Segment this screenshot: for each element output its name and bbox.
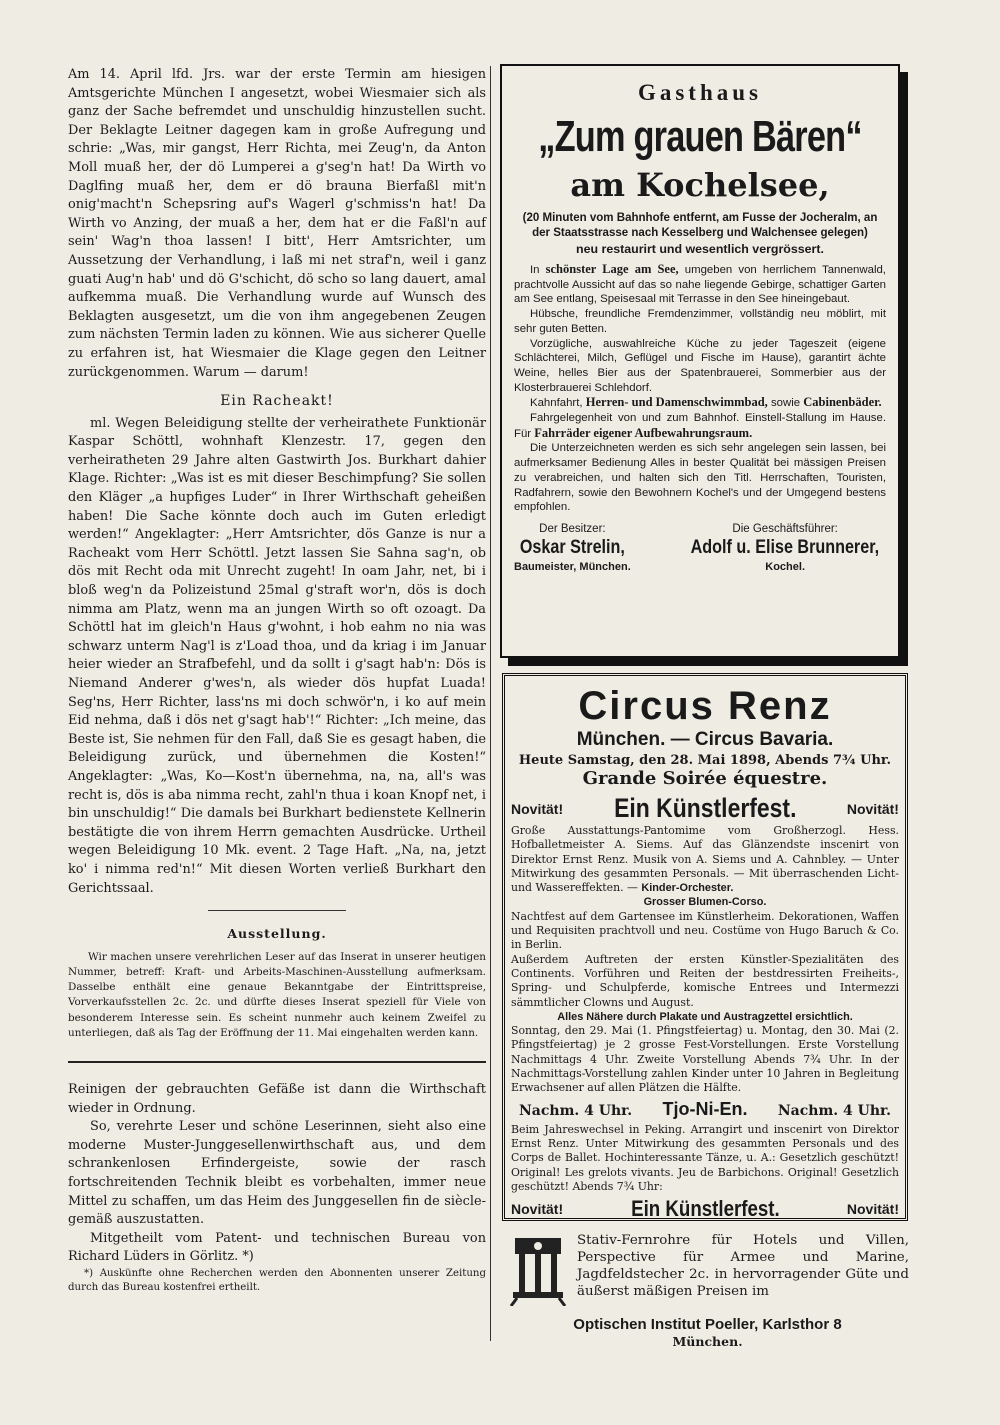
article-paragraph: Mitgetheilt vom Patent- und technischen Bureau von Richard Lüders in Görlitz. *) [68, 1230, 486, 1265]
ad-header: Gasthaus [637, 80, 763, 105]
article-paragraph: Reinigen der gebrauchten Gefäße ist dann die Wirthschaft wieder in Ordnung. [68, 1081, 486, 1116]
ad-location: am Kochelsee, [570, 166, 830, 204]
column-divider [490, 66, 491, 1341]
ad-circus-feature: Novität! Ein Künstlerfest. Novität! [511, 793, 899, 823]
ad-circus-title: Circus Renz [578, 684, 832, 728]
ad-paragraph: Fahrgelegenheit von und zum Bahnhof. Einstell-Stallung im Hause. Für Fahrräder eigener Aufbewahrungsraum. [514, 412, 886, 440]
ad-circus-soiree: Grande Soirée équestre. [582, 768, 828, 789]
notice-title: Ausstellung. [227, 926, 327, 942]
ad-circus-city: München. — Circus Bavaria. [576, 729, 834, 750]
ad-paragraph: Außerdem Auftreten der ersten Künstler-Spezialitäten des Continents. Vorführen und Reiten der bestdressirten Freiheits-, Spring- und Schulpferde, komische Entrees und Intermezzi sämmtlicher Clowns und August. [511, 952, 899, 1009]
divider [208, 910, 346, 911]
article-heading: Ein Racheakt! [220, 393, 334, 410]
owner-signature: Der Besitzer: Oskar Strelin, Baumeister, München. [514, 522, 631, 573]
ad-paragraph: In schönster Lage am See, umgeben von herrlichem Tannenwald, prachtvolle Aussicht auf das so nahe liegende Gebirge, schattiger Garten am See entlang, Speisesaal mit Terrasse in den See hineingebaut. [514, 262, 886, 306]
ad-signatures [514, 523, 886, 573]
ad-paragraph: Die Unterzeichneten werden es sich sehr angelegen sein lassen, bei aufmerksamer Bedienung Alles in bester Qualität bei mässigen Preisen zu verabreichen, und halten sich den Titl. Herrschaften, Touristen, Radfahrern, sowie den Bewohnern Kochel's und der Umgegend bestens empfohlen. [514, 442, 886, 514]
ad-paragraph: Grosser Blumen-Corso. [643, 896, 767, 909]
ad-optik-city: München. [672, 1334, 743, 1349]
ad-paragraph: Hübsche, freundliche Fremdenzimmer, vollständig neu möblirt, mit sehr guten Betten. [514, 308, 886, 335]
ad-paragraph: Sonntag, den 29. Mai (1. Pfingstfeiertag) u. Montag, den 30. Mai (2. Pfingstfeiertag) je 2 grosse Fest-Vorstellungen. Erste Vorstellung Nachmittags 4 Uhr. Zweite Vorstellung Abends 7¾ Uhr. In der Nachmittags-Vorstellung zahlen Kinder unter 10 Jahren in Begleitung Erwachsener auf allen Plätzen die Hälfte. [511, 1024, 899, 1095]
ad-paragraph: Nachtfest auf dem Gartensee im Künstlerheim. Dekorationen, Waffen und Requisiten prachtvoll und neu. Costüme von Hugo Baruch & Co. in Berlin. [511, 909, 899, 952]
ad-circus [502, 673, 908, 1221]
article-paragraph: ml. Wegen Beleidigung stellte der verheirathete Funktionär Kaspar Schöttl, wohnhaft Klenzestr. 17, gegen den verheiratheten 29 Jahre alten Gastwirth Jos. Burkhart dahier Klage. Richter: „Was ist es mit dieser Beschimpfung? Sie sollen den Kläger „a hupfiges Luder“ in Ihrer Wirthschaft geheißen haben! Die Sache könnte doch auch im Guten erledigt werden!“ Angeklagter: „Herr Amtsrichter, dös Ganze is nur a Racheakt vom Herr Schöttl. Jetzt lassen Sie Sahna sag'n, ob dös mit Recht oda mit Unrecht zugeht! In oam Jahr, net, bi i bloß weg'n da Polizeistund 25mal g'straft wor'n, dös is doch nimma am Platz, wenn ma an jungen Wirth so oft ozoagt. Da Schöttl hat im gleich'n Haus g'wohnt, i hob eahm no nia was schwarz unterm Nag'l is z'Load thoa, und da kriag i im Januar heier wieder an Strafbefehl, und da sollt i g'sagt hab'n: Dös is Niemand Anderer g'wes'n, als wieder dös hupfat Luada! Seg'ns, Herr Richter, lass'ns mi doch schwör'n, i ko auf mein Eid nehma, daß i dös net g'sagt hab'!“ Richter: „Ich meine, das Beste ist, Sie nehmen für den Fall, daß Sie es gesagt haben, die Beleidigung zurück, und übernehmen die Kosten!“ Angeklagter: „Was, Ko—Kost'n übernehma, na, na, all's was recht is, dös is aba nimma recht, zahl'n thua i koan Knopf net, i bin unschuldig!“ Die damals bei Burkhart bedienstete Kellnerin bestätigte die von ihrem Herrn gemachten Ausdrücke. Urtheil wegen Beleidigung 10 Mk. event. 2 Tage Haft. „Na, na, jetzt ko' i nimma red'n!“ Mit diesen Worten verließ Burkhart den Gerichtssaal. [68, 415, 486, 896]
ad-directions: (20 Minuten vom Bahnhofe entfernt, am Fusse der Jocheralm, an der Staatsstrasse nach Kesselberg und Walchensee gelegen) [522, 210, 878, 239]
article-paragraph: Am 14. April lfd. Jrs. war der erste Termin am hiesigen Amtsgerichte München I angesetzt, wobei Wiesmaier sich als ganz der Sache befremdet und unschuldig hinzustellen sucht. Der Beklagte Leitner dagegen kam in große Aufregung und schrie: „Was, mir gangst, Herr Richta, mei Zeug'n, da Anton Moll muaß her, der dö Lumperei a g'seg'n hat! Da Wirth vo Daglfing muaß her, dem er dö brauna Bierfaßl mit'n onig'macht'n Schepsring auf's Wagerl g'schmiss'n hat! Da Wirth vo Anzing, der muaß a her, dem hat er die Faßl'n auf sein' Wag'n thoa lassen! I bitt', Herr Amtsrichter, um Aussetzung der Verhandlung, i laß mi net straf'n, weil i ganz guati Aug'n hab' und dö G'schicht, dö scho so lang dauert, amal aufkemma muaß. Die Verhandlung wurde auf Wunsch des Beklagten ausgesetzt, um die von ihm angegebenen Zeugen zum nächsten Termin laden zu können. Wie aus sicherer Quelle zu erfahren ist, hat Wiesmaier die Klage gegen den Leitner zurückgenommen. Warum — darum! [68, 67, 486, 380]
ad-circus-date: Heute Samstag, den 28. Mai 1898, Abends 7¾ Uhr. [518, 753, 892, 768]
ad-circus-times: Nachm. 4 Uhr. Tjo-Ni-En. Nachm. 4 Uhr. [519, 1098, 891, 1119]
notice-text: Wir machen unsere verehrlichen Leser auf das Inserat in unserer heutigen Nummer, betreff: Kraft- und Arbeits-Maschinen-Ausstellung aufmerksam. Dasselbe enthält eine genaue Bekanntgabe der Eintrittspreise, Vorverkaufsstellen 2c. 2c. und dürfte dieses Inserat speziell für Viele von besonderem Interesse sein. Es scheint nunmehr auch keinem Zweifel zu unterliegen, daß als Tag der Eröffnung der 11. Mai eingehalten werden kann. [68, 950, 486, 1039]
ad-paragraph: Beim Jahreswechsel in Peking. Arrangirt und inscenirt von Direktor Ernst Renz. Unter Mitwirkung des gesammten Personals und des Corps de Ballet. Hochinteressante Tänze, u. A.: Gesetzlich geschützt! Original! Les grelots vivants. Jeu de Barbichons. Original! Gesetzlich geschützt! Abends 7¾ Uhr: [511, 1122, 899, 1193]
ad-optik-text: Stativ-Fernrohre für Hotels und Villen, Perspective für Armee und Marine, Jagdfeldstecher 2c. in hervorragender Güte und äußerst mäßigen Preisen im [577, 1233, 909, 1299]
ad-subtitle: neu restaurirt und wesentlich vergrössert. [576, 242, 824, 256]
divider [68, 1061, 486, 1063]
ad-paragraph: Große Ausstattungs-Pantomime vom Großherzogl. Hess. Hofballetmeister A. Siems. Auf das Glänzendste inscenirt von Direktor Ernst Renz. Musik von A. Siems und A. Cahnbley. — Unter Mitwirkung des gesammten Personals. — Mit überraschenden Licht- und Wassereffekten. — Kinder-Orchester. [511, 824, 899, 895]
ad-paragraph: Kahnfahrt, Herren- und Damenschwimmbad, sowie Cabinenbäder. [530, 395, 882, 410]
ad-gasthaus [500, 64, 900, 658]
ad-optik-institute: Optischen Institut Poeller, Karlsthor 8 [573, 1316, 842, 1333]
telescope-stand-icon [509, 1236, 567, 1306]
article-paragraph: So, verehrte Leser und schöne Leserinnen, sieht also eine moderne Muster-Junggesellenwirthschaft aus, und dem schrankenlosen Erfindergeiste, sowie der rasch fortschreitenden Technik bleibt es vorbehalten, immer neue Mittel zu schaffen, um das Heim des Junggesellen fin de siècle-gemäß auszustatten. [68, 1119, 486, 1228]
footnote: *) Auskünfte ohne Recherchen werden den Abonnenten unserer Zeitung durch das Bureau kostenfrei ertheilt. [68, 1267, 486, 1294]
ad-paragraph: Alles Nähere durch Plakate und Austragzettel ersichtlich. [557, 1010, 853, 1023]
ad-circus-feature-repeat: Novität! Ein Künstlerfest. Novität! [511, 1196, 899, 1222]
ad-paragraph: Vorzügliche, auswahlreiche Küche zu jeder Tageszeit (eigene Schlächterei, Milch, Geflügel und Fische im Hause), garantirt ächte Weine, helles Bier aus der Spatenbrauerei, Sommerbier aus der Klosterbrauerei Schlehdorf. [514, 337, 886, 394]
manager-signature: Die Geschäftsführer: Adolf u. Elise Brunnerer, Kochel. [690, 522, 880, 573]
ad-optik [505, 1232, 910, 1349]
left-column [68, 66, 486, 1296]
ad-business-name: „Zum grauen Bären“ [538, 112, 862, 161]
